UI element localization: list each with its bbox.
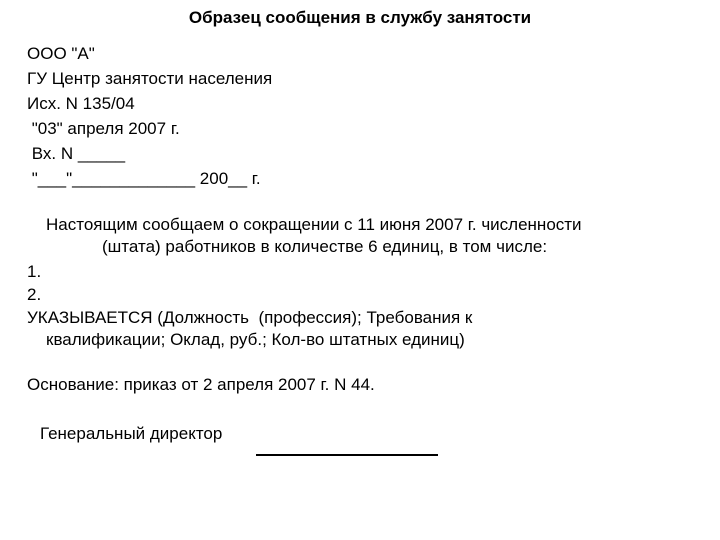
indicates-line1: УКАЗЫВАЕТСЯ (Должность (профессия); Требования к: [27, 308, 473, 327]
incoming-number: Вх. N _____: [27, 144, 126, 163]
outgoing-number: Исх. N 135/04: [27, 94, 135, 113]
notice-paragraph-line2: (штата) работников в количестве 6 единиц, в том числе:: [102, 237, 548, 256]
signature-position: Генеральный директор: [40, 424, 223, 443]
recipient-name: ГУ Центр занятости населения: [27, 69, 273, 88]
signature-line: [256, 454, 438, 456]
incoming-date: "___"_____________ 200__ г.: [27, 169, 261, 188]
document-title: Образец сообщения в службу занятости: [188, 8, 532, 27]
basis-line: Основание: приказ от 2 апреля 2007 г. N 44.: [27, 375, 375, 394]
indicates-line2: квалификации; Оклад, руб.; Кол-во штатных единиц): [46, 330, 465, 349]
list-item-2: 2.: [27, 285, 42, 304]
list-item-1: 1.: [27, 262, 42, 281]
sender-company: ООО "А": [27, 44, 95, 63]
notice-paragraph-line1: Настоящим сообщаем о сокращении с 11 июня 2007 г. численности: [46, 215, 582, 234]
outgoing-date: "03" апреля 2007 г.: [27, 119, 180, 138]
